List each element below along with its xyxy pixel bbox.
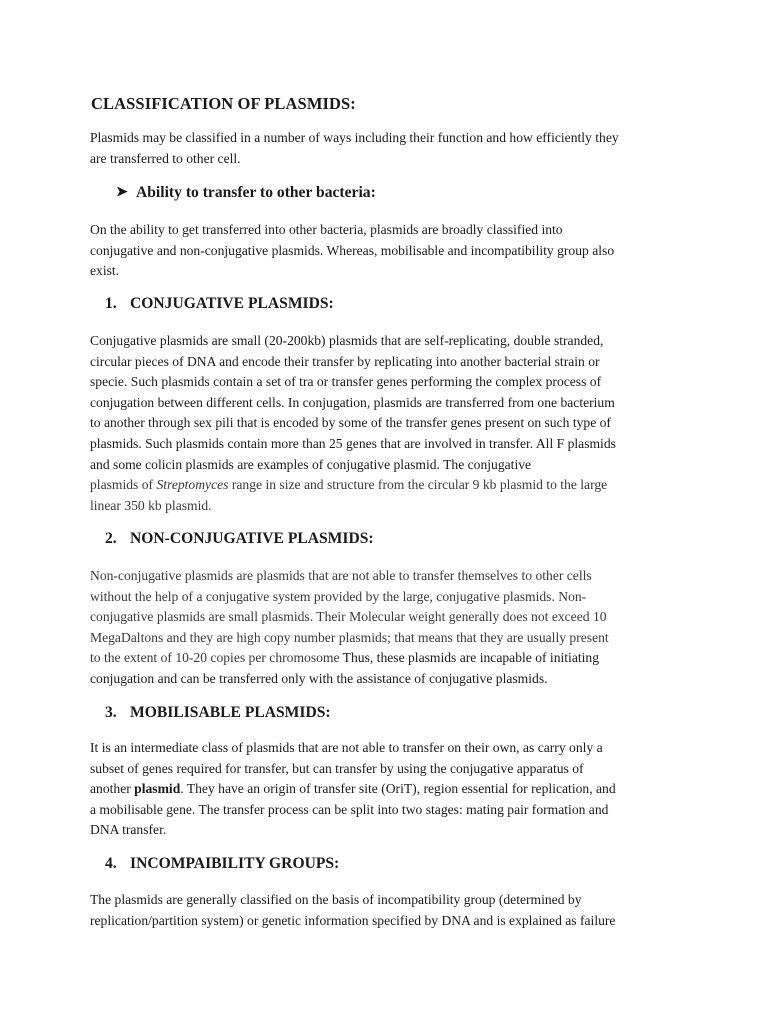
section-number: 3. [105,704,117,721]
conjugative-paragraph [90,331,690,516]
streptomyces-italic: Streptomyces [156,477,229,493]
mobilisable-line: subset of genes required for transfer, but can transfer by using the conjugative apparatus of [90,760,584,776]
section-heading-mobilisable [105,704,331,722]
non-conjugative-line: without the help of a conjugative system provided by the large, conjugative plasmids. Non- [90,588,587,604]
incompatibility-line: The plasmids are generally classified on the basis of incompatibility group (determined by [90,892,582,907]
mobilisable-line-suffix: . They have an origin of transfer site (OriT), region essential for replication, and [180,781,616,797]
section-number: 4. [105,855,117,872]
conjugative-line: linear 350 kb plasmid. [90,497,212,513]
non-conjugative-line [90,648,690,669]
section-heading-non-conjugative [105,530,374,548]
mobilisable-line: a mobilisable gene. The transfer process can be split into two stages: mating pair formation and [90,801,609,817]
section-heading-text: NON-CONJUGATIVE PLASMIDS: [130,530,374,547]
conjugative-line: conjugation between different cells. In conjugation, plasmids are transferred from one bacterium [90,394,615,410]
non-conjugative-paragraph [90,566,690,690]
arrow-bullet-icon: ➤ [116,185,128,200]
document-title: CLASSIFICATION OF PLASMIDS: [91,94,356,113]
transfer-paragraph [90,220,690,282]
incompatibility-line: replication/partition system) or genetic information specified by DNA and is explained as failure [90,912,616,928]
conjugative-line: plasmids. Such plasmids contain more than 25 genes that are involved in transfer. All F plasmids [90,435,616,451]
plasmid-bold: plasmid [134,781,181,797]
conjugative-line-prefix: plasmids of [90,477,157,493]
section-heading-text: CONJUGATIVE PLASMIDS: [130,295,334,312]
conjugative-line [90,475,690,496]
mobilisable-line-prefix: another [90,781,135,797]
section-heading-incompatibility [105,855,339,873]
conjugative-line-suffix: range in size and structure from the circular 9 kb plasmid to the large [228,477,608,493]
non-conjugative-line: conjugative plasmids are small plasmids. Their Molecular weight generally does not exceed 10 [90,609,607,625]
section-heading-text: MOBILISABLE PLASMIDS: [130,704,331,721]
mobilisable-line: It is an intermediate class of plasmids that are not able to transfer on their own, as carry only a [90,740,603,755]
section-number: 1. [105,295,117,312]
transfer-line: conjugative and non-conjugative plasmids. Whereas, mobilisable and incompatibility group also [90,242,615,258]
transfer-line: On the ability to get transferred into other bacteria, plasmids are broadly classified into [90,222,563,237]
non-conjugative-line: conjugation and can be transferred only with the assistance of conjugative plasmids. [90,670,548,686]
intro-paragraph [90,128,690,169]
conjugative-line: and some colicin plasmids are examples of conjugative plasmid. The conjugative [90,456,532,472]
non-conjugative-line: MegaDaltons and they are high copy number plasmids; that means that they are usually present [90,629,609,645]
section-heading-conjugative [105,295,334,313]
non-conjugative-line-suffix: Thus, these plasmids are incapable of initiating [339,650,600,666]
conjugative-line: circular pieces of DNA and encode their transfer by replicating into another bacterial strain or [90,353,600,369]
conjugative-line: Conjugative plasmids are small (20-200kb) plasmids that are self-replicating, double stranded, [90,333,604,348]
mobilisable-line: DNA transfer. [90,822,167,838]
transfer-line: exist. [90,263,120,279]
conjugative-line: to another through sex pili that is encoded by some of the transfer genes present on such type of [90,415,611,431]
mobilisable-line [90,779,690,800]
conjugative-line: specie. Such plasmids contain a set of tra or transfer genes performing the complex process of [90,374,602,390]
intro-line: Plasmids may be classified in a number of ways including their function and how efficiently they [90,130,619,145]
section-heading-text: INCOMPAIBILITY GROUPS: [130,855,340,872]
non-conjugative-line-prefix: to the extent of 10-20 copies per chromosome [90,650,340,666]
intro-line: are transferred to other cell. [90,150,241,166]
transfer-heading-text: Ability to transfer to other bacteria: [136,184,376,201]
incompatibility-paragraph [90,890,690,931]
section-number: 2. [105,530,117,547]
mobilisable-paragraph [90,738,690,841]
transfer-heading [116,184,376,202]
non-conjugative-line: Non-conjugative plasmids are plasmids that are not able to transfer themselves to other cells [90,568,592,583]
